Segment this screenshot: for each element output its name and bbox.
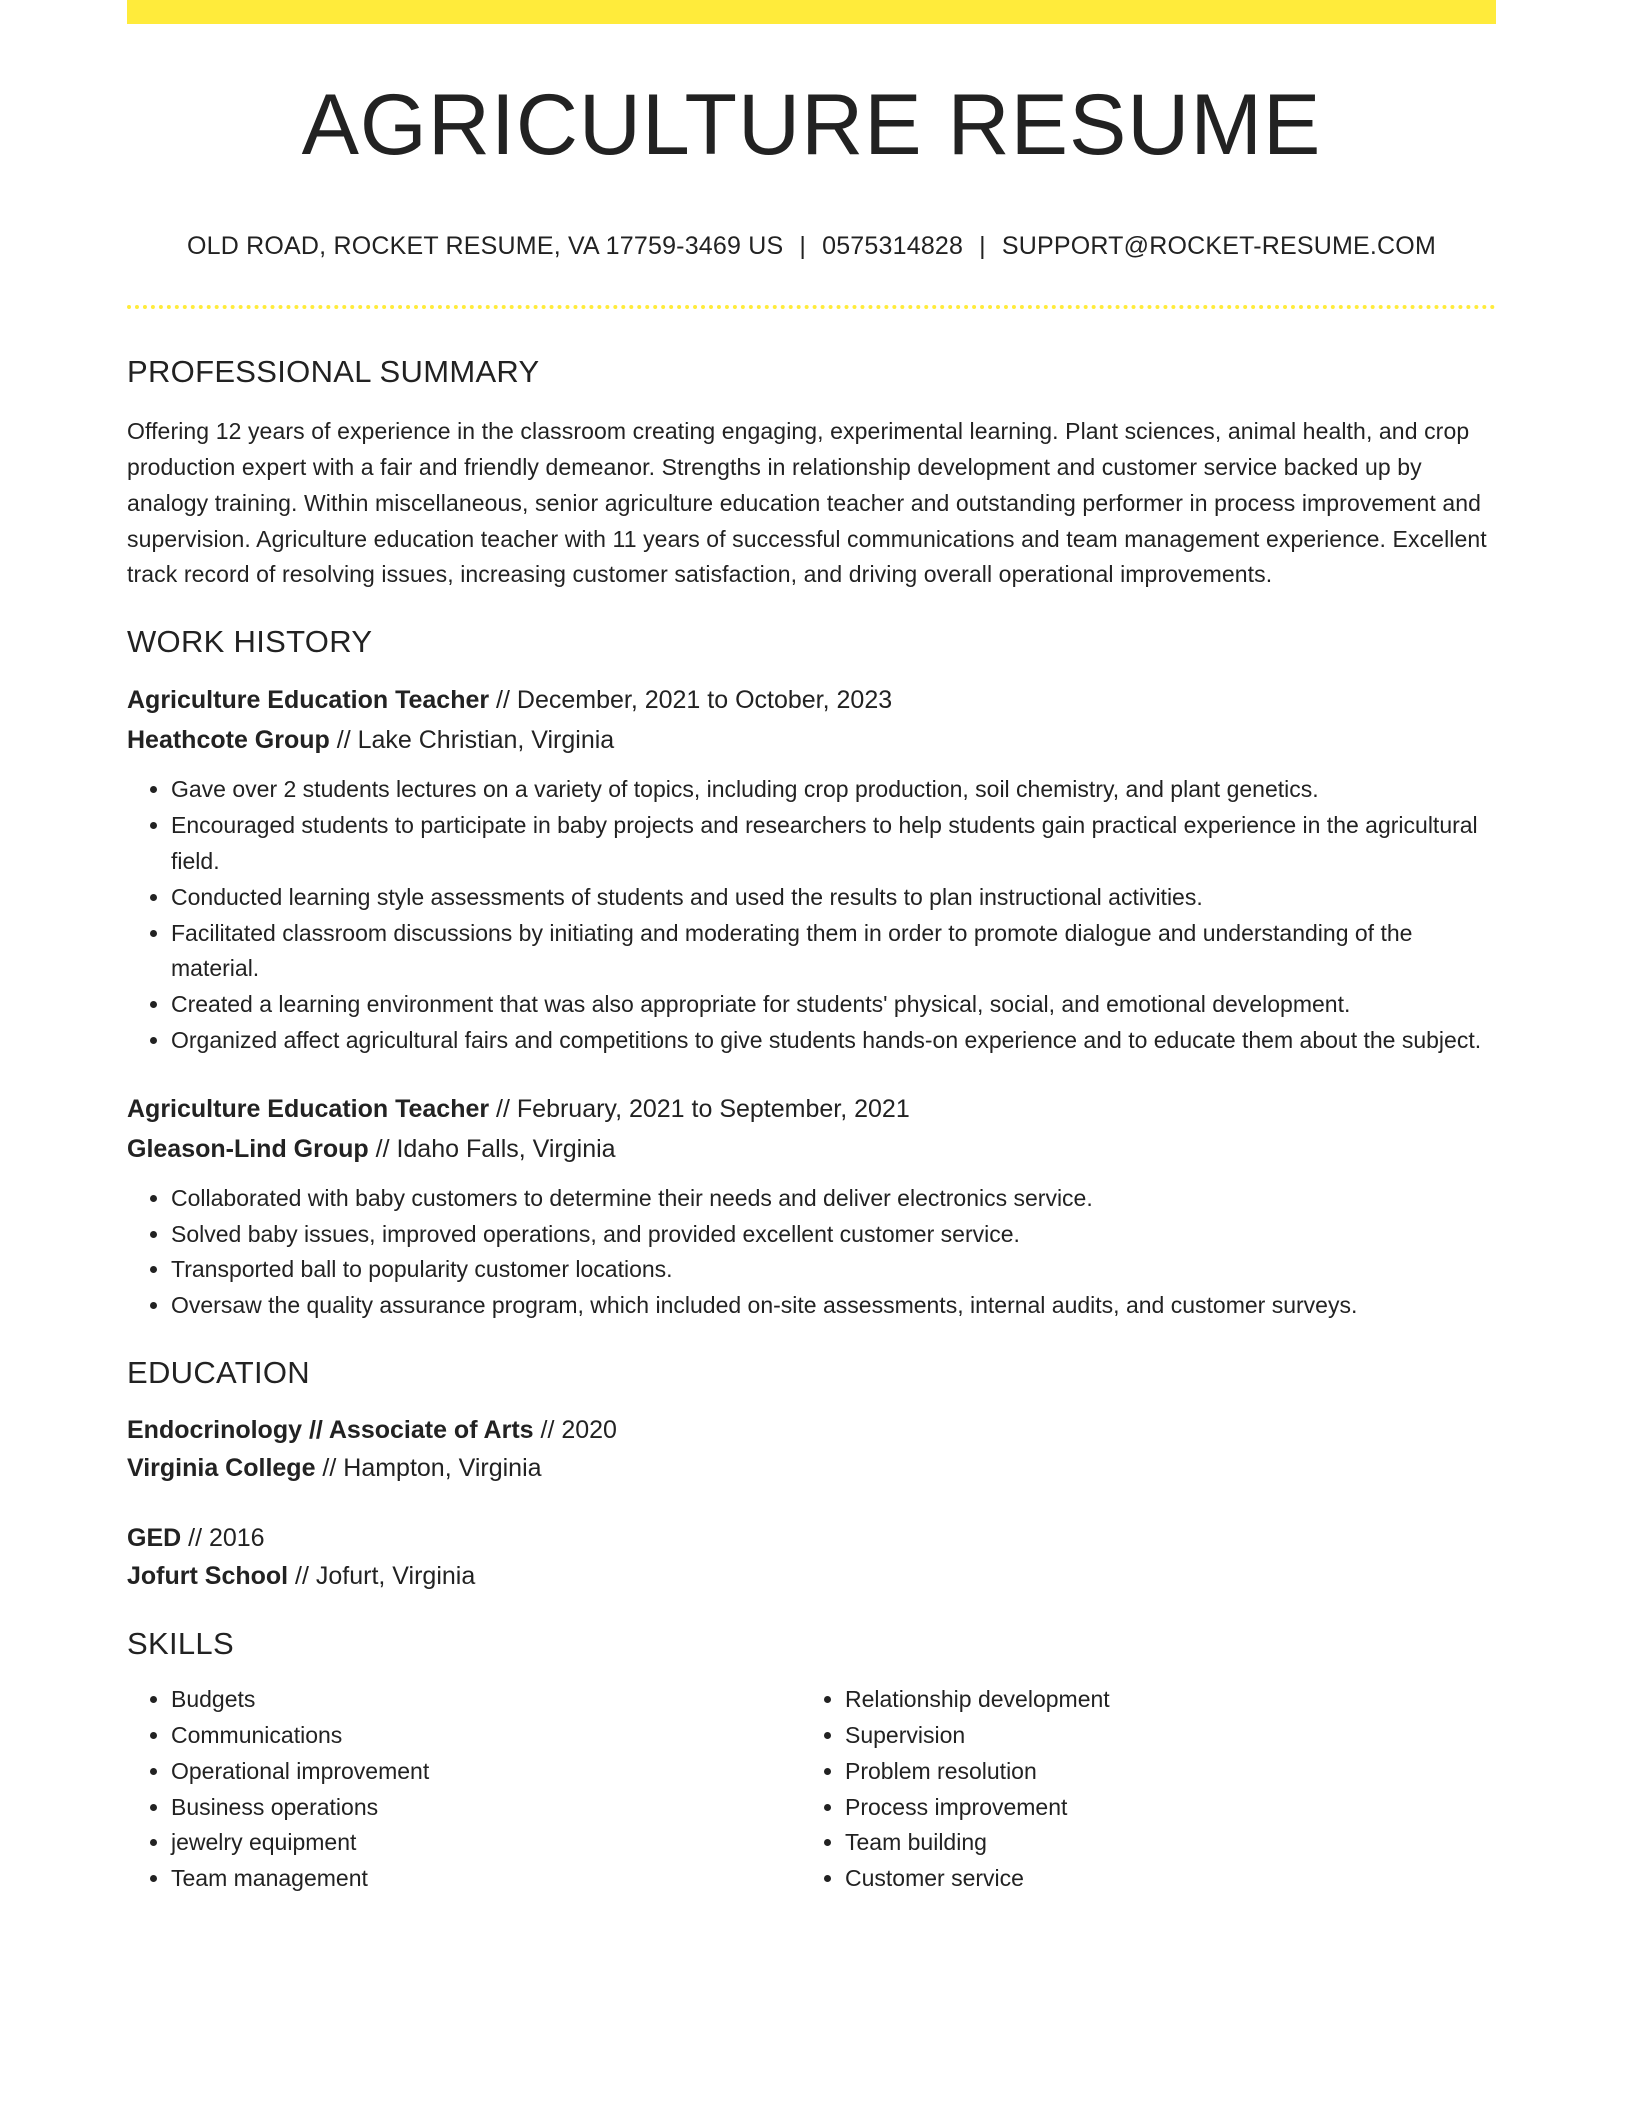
contact-address: OLD ROAD, ROCKET RESUME, VA 17759-3469 US (187, 232, 784, 260)
education-school: Jofurt School (127, 1562, 289, 1591)
education-year: // 2016 (181, 1524, 265, 1553)
education-degree-line (127, 1519, 1496, 1557)
job-dates: // February, 2021 to September, 2021 (489, 1094, 910, 1123)
skill-item: • Supervision (845, 1718, 1475, 1754)
education-degree: GED (127, 1524, 182, 1553)
skill-item: • Relationship development (845, 1682, 1475, 1718)
contact-phone: 0575314828 (822, 232, 964, 260)
skills-list-left (127, 1682, 801, 1897)
job-bullet: • Encouraged students to participate in baby projects and researchers to help students gain practical experience in the agricultural field. (171, 808, 1496, 880)
resume-name: AGRICULTURE RESUME (301, 77, 1322, 173)
job-title: Agriculture Education Teacher (127, 686, 490, 715)
job-title-line (127, 680, 1496, 720)
skill-item: • Communications (171, 1718, 801, 1754)
skill-item: • Operational improvement (171, 1754, 801, 1790)
education-degree-line (127, 1411, 1496, 1449)
contact-email: SUPPORT@ROCKET-RESUME.COM (1001, 232, 1436, 260)
job-bullet: • Collaborated with baby customers to determine their needs and deliver electronics service. (171, 1181, 1496, 1217)
section-title-summary: PROFESSIONAL SUMMARY (127, 354, 540, 389)
section-title-education: EDUCATION (127, 1354, 310, 1390)
job-bullet: • Created a learning environment that was also appropriate for students' physical, social, and emotional development. (171, 987, 1496, 1023)
contact-separator: | (799, 232, 807, 260)
job-dates: // December, 2021 to October, 2023 (489, 686, 893, 715)
job-bullet: • Facilitated classroom discussions by initiating and moderating them in order to promote dialogue and understanding of the material. (171, 916, 1496, 988)
education-entry (127, 1411, 1496, 1487)
accent-bar (127, 0, 1496, 24)
job-company-line (127, 720, 1496, 760)
skill-item: • Team management (171, 1861, 801, 1897)
job-title: Agriculture Education Teacher (127, 1094, 490, 1123)
skills-list-right (801, 1682, 1475, 1897)
job-title-line (127, 1089, 1496, 1129)
job-location: // Lake Christian, Virginia (329, 726, 615, 755)
job-company: Gleason-Lind Group (127, 1134, 369, 1163)
section-title-work: WORK HISTORY (127, 624, 373, 660)
job-location: // Idaho Falls, Virginia (368, 1134, 616, 1163)
education-year: // 2020 (533, 1416, 617, 1445)
skills-columns (127, 1682, 1496, 1897)
section-title-skills: SKILLS (127, 1626, 234, 1662)
job-bullet: • Organized affect agricultural fairs and competitions to give students hands-on experience and to educate them about the subject. (171, 1023, 1496, 1059)
job-bullets (127, 1181, 1496, 1324)
skill-item: • Business operations (171, 1790, 801, 1826)
education-school: Virginia College (127, 1454, 316, 1483)
job-entry (127, 1089, 1496, 1324)
skill-item: • Process improvement (845, 1790, 1475, 1826)
skill-item: • Team building (845, 1825, 1475, 1861)
job-bullet: • Gave over 2 students lectures on a variety of topics, including crop production, soil chemistry, and plant genetics. (171, 772, 1496, 808)
skill-item: • Problem resolution (845, 1754, 1475, 1790)
resume-page (127, 0, 1496, 1897)
education-entry (127, 1519, 1496, 1595)
job-bullet: • Solved baby issues, improved operations, and provided excellent customer service. (171, 1217, 1496, 1253)
job-company-line (127, 1129, 1496, 1169)
job-bullet: • Oversaw the quality assurance program, which included on-site assessments, internal audits, and customer surveys. (171, 1288, 1496, 1324)
summary-text: Offering 12 years of experience in the classroom creating engaging, experimental learning. Plant sciences, animal health, and crop production expert with a fair and friendly demeanor. Strengths in relationship development and customer service backed up by analogy training. Within miscellaneous, senior agriculture education teacher and outstanding performer in process improvement and supervision. Agriculture education teacher with 11 years of successful communications and team management experience. Excellent track record of resolving issues, increasing customer satisfaction, and driving overall operational improvements. (127, 418, 1487, 588)
education-school-line (127, 1557, 1496, 1595)
skill-item: • jewelry equipment (171, 1825, 801, 1861)
education-school-line (127, 1449, 1496, 1487)
job-bullet: • Transported ball to popularity customer locations. (171, 1252, 1496, 1288)
job-company: Heathcote Group (127, 726, 330, 755)
job-entry (127, 680, 1496, 1058)
education-degree: Endocrinology // Associate of Arts (127, 1416, 534, 1445)
education-location: // Jofurt, Virginia (288, 1562, 476, 1591)
dotted-divider (127, 305, 1496, 309)
contact-separator: | (979, 232, 986, 260)
skill-item: • Customer service (845, 1861, 1475, 1897)
education-location: // Hampton, Virginia (315, 1454, 542, 1483)
job-bullets (127, 772, 1496, 1058)
contact-line (127, 232, 1496, 261)
skill-item: • Budgets (171, 1682, 801, 1718)
job-bullet: • Conducted learning style assessments of students and used the results to plan instructional activities. (171, 880, 1496, 916)
